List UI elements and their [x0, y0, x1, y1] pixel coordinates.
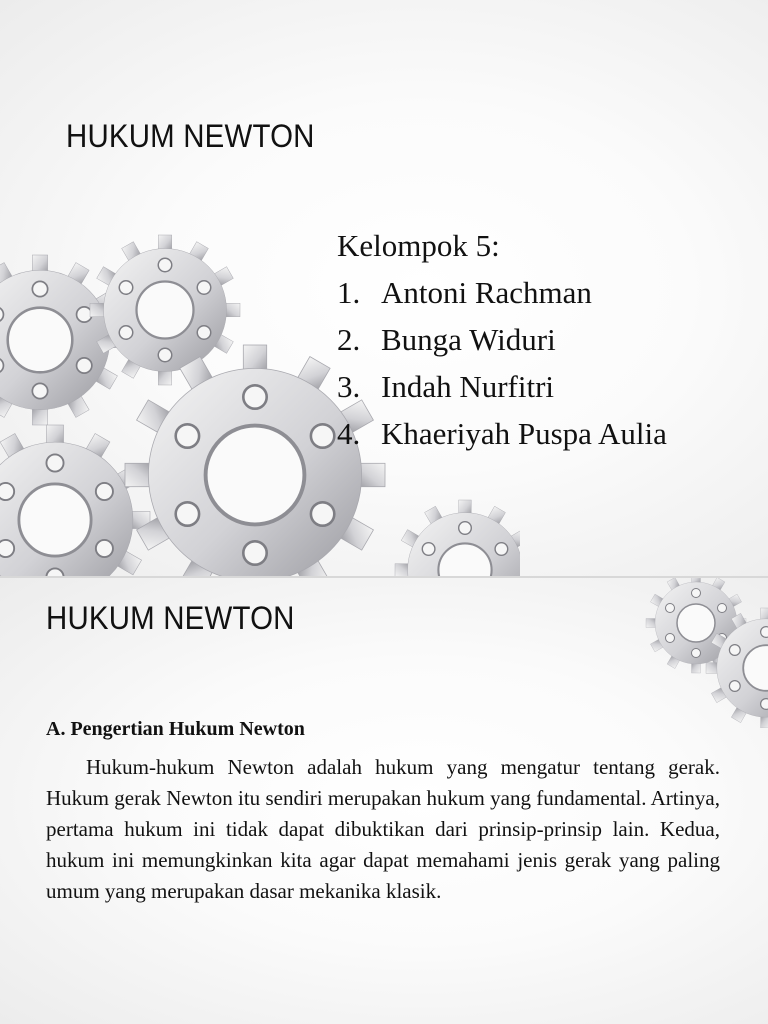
member-name: Antoni Rachman: [381, 275, 592, 310]
slide-title: HUKUM NEWTON: [46, 600, 295, 636]
member-name: Bunga Widuri: [381, 322, 556, 357]
slide-title: HUKUM NEWTON: [66, 118, 315, 154]
slide-definition: [0, 578, 768, 1024]
gears-corner-icon: [626, 578, 768, 728]
member-name: Khaeriyah Puspa Aulia: [381, 416, 667, 451]
member-item: 2. Bunga Widuri: [337, 322, 556, 357]
group-label: Kelompok 5:: [337, 228, 500, 263]
member-name: Indah Nurfitri: [381, 369, 555, 404]
group-member-list: [337, 222, 667, 457]
member-item: 4. Khaeriyah Puspa Aulia: [337, 416, 667, 451]
member-item: 3. Indah Nurfitri: [337, 369, 555, 404]
section-heading: A. Pengertian Hukum Newton: [46, 718, 305, 740]
definition-paragraph: Hukum-hukum Newton adalah hukum yang mengatur tentang gerak. Hukum gerak Newton itu sendiri merupakan hukum yang fundamental. Artinya, pertama hukum ini tidak dapat dibuktikan dari prinsip-prinsip lain. Kedua, hukum ini memungkinkan kita agar dapat memahami jenis gerak yang paling umum yang merupakan dasar mekanika klasik.: [46, 755, 720, 903]
member-item: 1. Antoni Rachman: [337, 275, 592, 310]
